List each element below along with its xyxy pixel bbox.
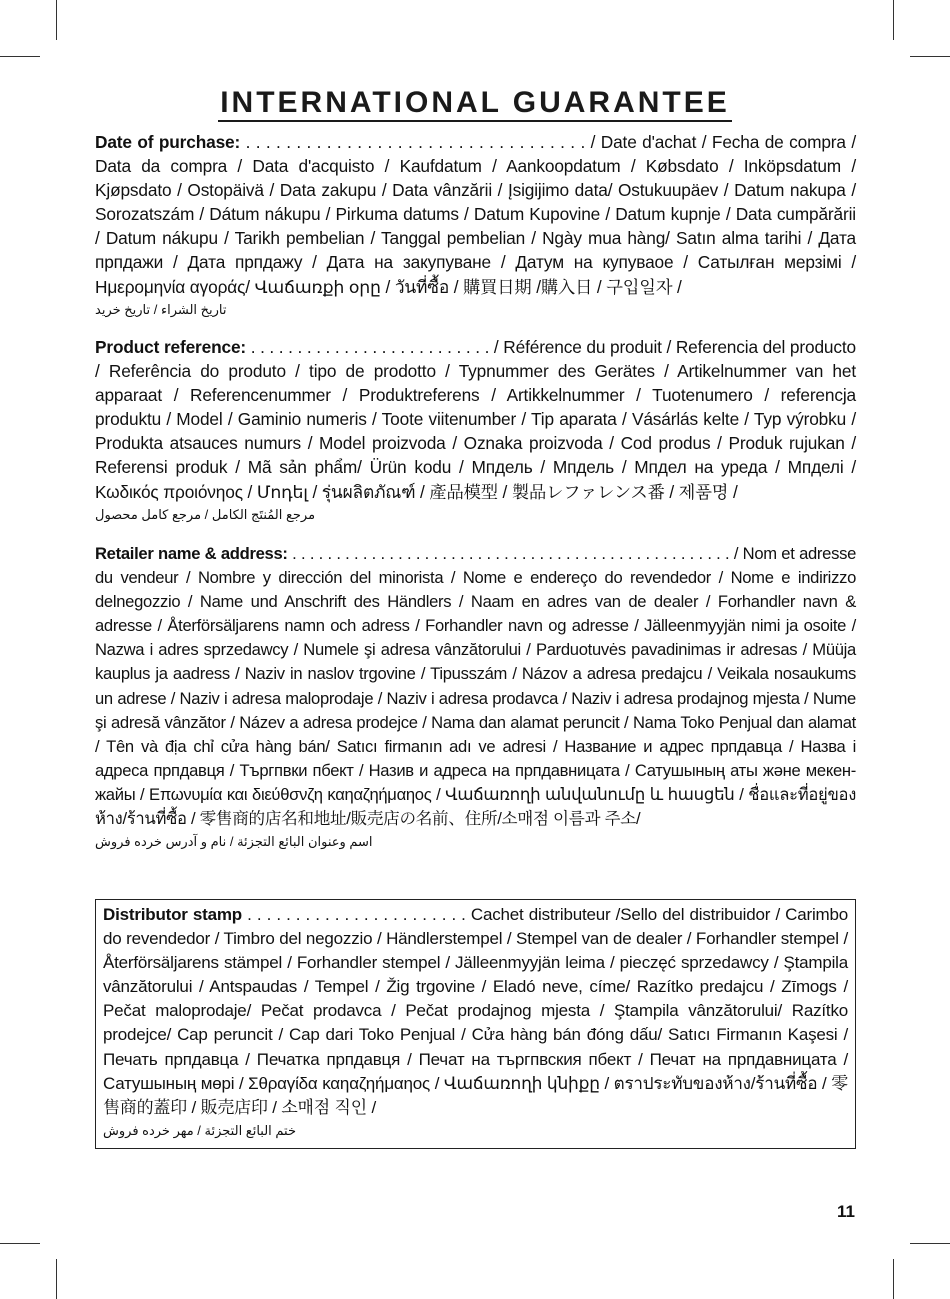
retailer-section bbox=[95, 542, 856, 853]
distributor-stamp-rtl: ختم البائع التجزئة / مهر خرده فروش bbox=[103, 1122, 297, 1138]
page-title: INTERNATIONAL GUARANTEE bbox=[218, 86, 732, 122]
date-of-purchase-section bbox=[95, 130, 856, 321]
crop-mark-top-right-vertical bbox=[893, 0, 894, 40]
product-reference-translations: . . . . . . . . . . . . . . . . . . . . . . . . . . / Référence du produit / Referencia del producto / Referência do produto / tipo de prodotto / Typnummer des Gerätes / Artikelnummer van het apparaat / Referencenummer / Produktreferens / Artikkelnummer / Tuotenumero / referencja produktu / Model / Gaminio numeris / Toote viitenumber / Tip aparata / Vásárlás kelte / Typ výrobku / Produkta atsauces numurs / Model proizvoda / Oznaka proizvoda / Cod produs / Produk rujukan / Referensi produk / Mã sản phẩm/ Ürün kodu / Мпдель / Мпдель / Мпдел на уреда / Мпделі / Κωδικός προιόνηος / Մոդել / รุ่นผลิตภัณฑ์ / 產品模型 / 製品レファレンス番 / 제품명 / bbox=[95, 337, 856, 502]
distributor-stamp-box bbox=[95, 899, 856, 1149]
date-of-purchase-label: Date of purchase: bbox=[95, 132, 241, 152]
crop-mark-bottom-left-vertical bbox=[56, 1259, 57, 1299]
distributor-stamp-translations: . . . . . . . . . . . . . . . . . . . . . . . Cachet distributeur /Sello del distribuidor / Carimbo do revendedor / Timbro del negozzio / Händlerstempel / Stempel van de dealer / Forhandler stempel / Återförsäljarens stämpel / Forhandler stempel / Jälleenmyyjän leima / pieczęć sprzedawcy / Ştampila vânzătorului / Antspaudas / Tempel / Žig trgovine / Eladó neve, címe/ Razítko predajcu / Zīmogs / Pečat maloprodaje/ Pečat prodavca / Pečat prodajnog mjesta / Ştampila vânzătorului/ Razítko prodejce/ Cap peruncit / Cap dari Toko Penjual / Cửa hàng bán đóng dấu/ Satıcı Firmanın Kaşesi / Печать прпдавца / Печатка прпдавця / Печат на търгпвския пбект / Печат на прпдавницата / Сатушының мөрі / Σθραγίδα καηαζηήμαηος / Վաճառողի կնիքը / ตราประทับของห้าง/ร้านที่ซื้อ / 零售商的蓋印 / 販売店印 / 소매점 직인 / bbox=[103, 905, 849, 1117]
product-reference-label: Product reference: bbox=[95, 337, 247, 357]
crop-mark-top-left-vertical bbox=[56, 0, 57, 40]
retailer-translations: . . . . . . . . . . . . . . . . . . . . . . . . . . . . . . . . . . . . . . . . . . . . . . . . . . / Nom et adresse du vendeur / Nombre y dirección del minorista / Nome e endereço do revendedor / Nome e indirizzo delnegozzio / Name und Anschrift des Händlers / Naam en adres van de dealer / Forhandler navn & adresse / Återförsäljarens namn och adress / Forhandler navn og adresse / Jälleenmyyjän nimi ja osoite / Nazwa i adres sprzedawcy / Numele şi adresa vânzătorului / Parduotuvės pavadinimas ir adresas / Müüja kauplus ja aadress / Naziv in naslov trgovine / Tipusszám / Názov a adresa predajcu / Veikala nosaukums un adrese / Naziv i adresa maloprodaje / Naziv i adresa prodavca / Naziv i adresa prodajnog mjesta / Nume şi adresă vânzător / Název a adresa prodejce / Nama dan alamat peruncit / Nama Toko Penjual dan alamat / Tên và địa chỉ cửa hàng bán/ Satıcı firmanın adı ve adresi / Название и адрес прпдавца / Назва і адреса прпдавця / Търгпвки пбект / Назив и адреса на прпдавницата / Сатушының аты және мекен-жайы / Επωνυμία και διεύθσνζη καηαζηήμαηος / Վաճառողի անվանումը և հասցեն / ชื่อและที่อยู่ของห้าง/ร้านที่ซื้อ / 零售商的店名和地址/販売店の名前、住所/소매점 이름과 주소/ bbox=[95, 544, 857, 829]
page-number: 11 bbox=[837, 1202, 855, 1221]
product-reference-section bbox=[95, 335, 856, 526]
crop-mark-top-left-horizontal bbox=[0, 56, 40, 57]
retailer-label: Retailer name & address: bbox=[95, 544, 288, 563]
crop-mark-top-right-horizontal bbox=[910, 56, 950, 57]
product-reference-rtl: مرجع المُنتَج الكامل / مرجع كامل محصول bbox=[95, 506, 316, 522]
retailer-rtl: اسم وعنوان البائع التجزئة / نام و آدرس خرده فروش bbox=[95, 834, 373, 850]
distributor-stamp-label: Distributor stamp bbox=[103, 905, 242, 924]
crop-mark-bottom-right-vertical bbox=[893, 1259, 894, 1299]
page-title-wrapper bbox=[0, 86, 950, 120]
crop-mark-bottom-left-horizontal bbox=[0, 1243, 40, 1244]
date-of-purchase-translations: . . . . . . . . . . . . . . . . . . . . . . . . . . . . . . . . . . / Date d'achat / Fecha de compra / Data da compra / Data d'acquisto / Kaufdatum / Aankoopdatum / Købsdato / Inköpsdatum / Kjøpsdato / Ostopäivä / Data zakupu / Data vânzării / Įsigijimo data/ Ostukuupäev / Datum nakupa / Sorozatszám / Dátum nákupu / Pirkuma datums / Datum Kupovine / Datum kupnje / Data cumpărării / Datum nákupu / Tarikh pembelian / Tanggal pembelian / Ngày mua hàng/ Satın alma tarihi / Дата прпдажи / Дата прпдажу / Дата на закупуване / Датум на купуваое / Сатылған мерзімі / Ημερομηνία αγοράς/ Վաճառքի օրը / วันที่ซื้อ / 購買日期 /購入日 / 구입일자 / bbox=[95, 132, 856, 297]
crop-mark-bottom-right-horizontal bbox=[910, 1243, 950, 1244]
date-of-purchase-rtl: تاريخ الشراء / تاريخ خريد bbox=[95, 301, 227, 317]
